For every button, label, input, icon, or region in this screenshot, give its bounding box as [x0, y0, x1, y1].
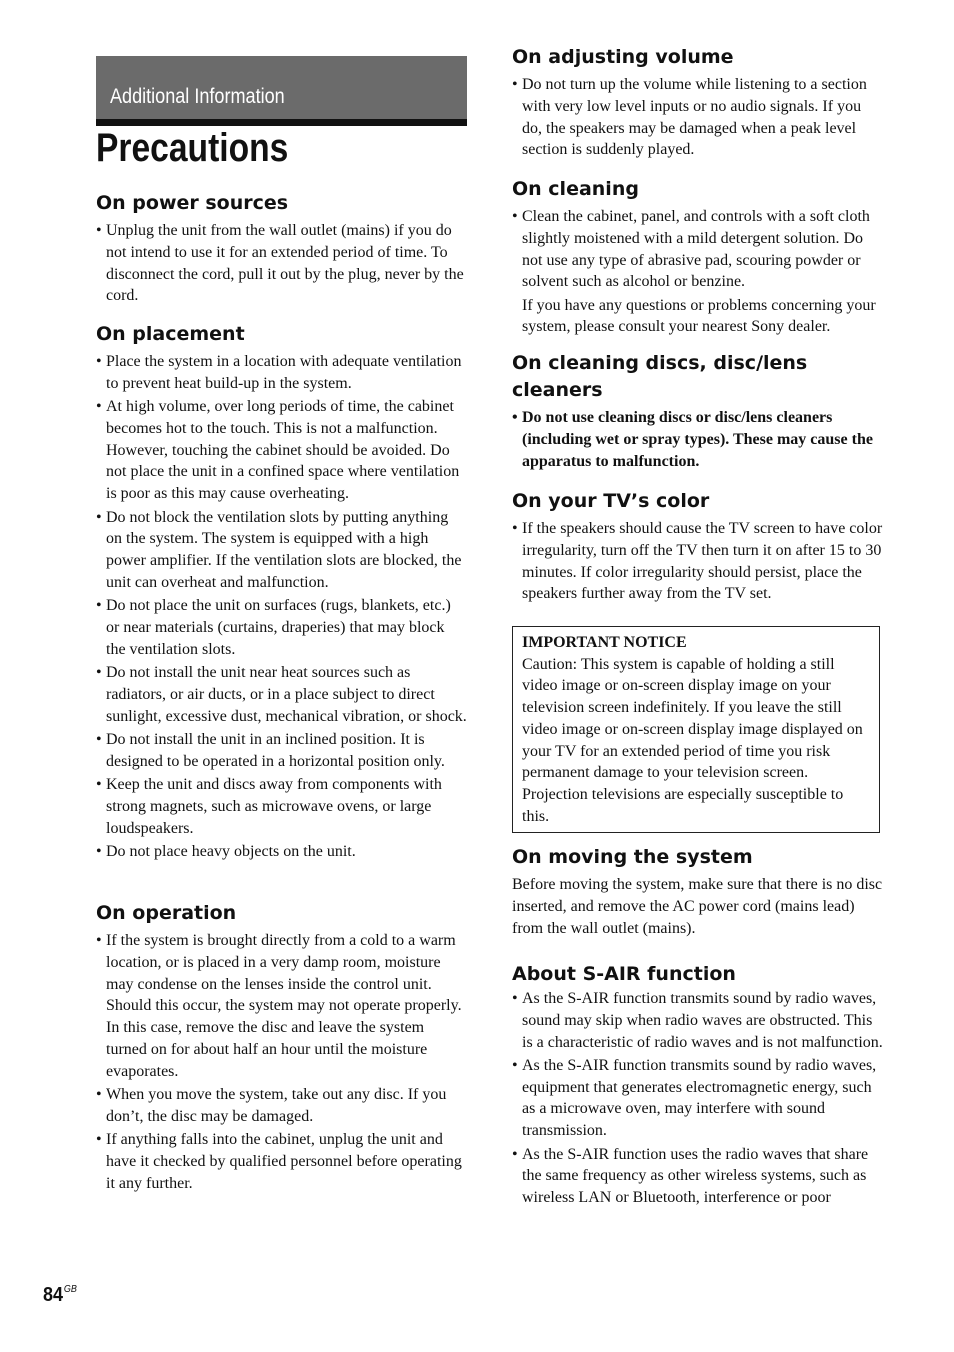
- page-title: Precautions: [96, 126, 289, 170]
- power-sources-section: [96, 190, 468, 309]
- cleaning-heading: On cleaning: [512, 178, 639, 200]
- cleaning-discs-list: [512, 407, 884, 472]
- list-item: • Keep the unit and discs away from components with strong magnets, such as microwave ovens, or large loudspeakers.: [96, 774, 468, 839]
- moving-text: Before moving the system, make sure that there is no disc inserted, and remove the AC power cord (mains lead) from the wall outlet (mains).: [512, 876, 883, 937]
- list-item: • At high volume, over long periods of time, the cabinet becomes hot to the touch. This is not a malfunction. However, touching the cabinet should be avoided. Do not place the unit in a confined space where ventilation is poor as this may cause overheating.: [96, 396, 468, 505]
- cleaning-discs-heading: On cleaning discs, disc/lens cleaners: [512, 352, 808, 401]
- sair-section: [512, 961, 884, 1210]
- list-item: • Do not install the unit near heat sources such as radiators, or air ducts, or in a place subject to direct sunlight, excessive dust, mechanical vibration, or shock.: [96, 662, 468, 727]
- volume-section: [512, 44, 884, 163]
- sair-list: [512, 988, 884, 1209]
- notice-text: Caution: This system is capable of holding a still video image or on-screen display image on your television screen indefinitely. If you leave the still video image or on-screen display image displayed on your TV for an extended period of time you risk permanent damage to your television screen. Projection televisions are especially susceptible to this.: [522, 655, 863, 825]
- page-number-value: 84: [43, 1284, 64, 1306]
- moving-section: [512, 844, 884, 939]
- list-item: • If the system is brought directly from a cold to a warm location, or is placed in a very damp room, moisture may condense on the lenses inside the control unit. Should this occur, the system may not operate properly. In this case, remove the disc and leave the system turned on for about half an hour until the moisture evaporates.: [96, 930, 468, 1083]
- volume-heading: On adjusting volume: [512, 46, 734, 68]
- list-item: • As the S-AIR function transmits sound by radio waves, equipment that generates electromagnetic energy, such as a microwave oven, may interfere with sound transmission.: [512, 1055, 884, 1142]
- page-number: [43, 1284, 77, 1307]
- cleaning-section: [512, 176, 884, 338]
- list-item: • If the speakers should cause the TV screen to have color irregularity, turn off the TV then turn it on after 15 to 30 minutes. If color irregularity should persist, place the speakers further away from the TV set.: [512, 518, 884, 605]
- page-suffix: GB: [63, 1284, 77, 1295]
- list-item: • When you move the system, take out any disc. If you don’t, the disc may be damaged.: [96, 1084, 468, 1128]
- placement-section: [96, 321, 468, 864]
- cleaning-note: If you have any questions or problems concerning your system, please consult your nearest Sony dealer.: [522, 296, 876, 336]
- list-item: • As the S-AIR function uses the radio waves that share the same frequency as other wireless systems, such as wireless LAN or Bluetooth, interference or poor: [512, 1144, 884, 1209]
- tv-color-heading: On your TV’s color: [512, 490, 710, 512]
- moving-heading: On moving the system: [512, 846, 753, 868]
- list-item: • Do not install the unit in an inclined position. It is designed to be operated in a horizontal position only.: [96, 729, 468, 773]
- list-item: • Do not turn up the volume while listening to a section with very low level inputs or no audio signals. If you do, the speakers may be damaged when a peak level section is suddenly played.: [512, 74, 884, 161]
- important-notice-box: [512, 626, 880, 833]
- operation-list: [96, 930, 468, 1195]
- operation-section: [96, 900, 468, 1196]
- list-item: • If anything falls into the cabinet, unplug the unit and have it checked by qualified personnel before operating it any further.: [96, 1129, 468, 1194]
- tv-color-list: [512, 518, 884, 605]
- list-item: • Do not use cleaning discs or disc/lens cleaners (including wet or spray types). These may cause the apparatus to malfunction.: [512, 407, 884, 472]
- placement-heading: On placement: [96, 323, 245, 345]
- power-sources-heading: On power sources: [96, 192, 289, 214]
- notice-title: IMPORTANT NOTICE: [522, 634, 687, 651]
- section-title: Additional Information: [110, 85, 285, 108]
- cleaning-discs-section: [512, 350, 884, 474]
- tv-color-section: [512, 488, 884, 607]
- placement-list: [96, 351, 468, 863]
- list-item: • Do not block the ventilation slots by putting anything on the system. The system is equipped with a high power amplifier. If the ventilation slots are blocked, the unit can overheat and malfunction.: [96, 507, 468, 594]
- list-item: • Do not place heavy objects on the unit.: [96, 841, 468, 863]
- list-item: • Unplug the unit from the wall outlet (mains) if you do not intend to use it for an extended period of time. To disconnect the cord, pull it out by the plug, never by the cord.: [96, 220, 468, 307]
- sair-heading: About S-AIR function: [512, 963, 736, 985]
- list-item: • Do not place the unit on surfaces (rugs, blankets, etc.) or near materials (curtains, draperies) that may block the ventilation slots.: [96, 595, 468, 660]
- operation-heading: On operation: [96, 902, 237, 924]
- list-item: • Place the system in a location with adequate ventilation to prevent heat build-up in the system.: [96, 351, 468, 395]
- list-item: • As the S-AIR function transmits sound by radio waves, sound may skip when radio waves are obstructed. This is a characteristic of radio waves and is not malfunction.: [512, 988, 884, 1053]
- section-header-band: [96, 56, 467, 126]
- list-item: • Clean the cabinet, panel, and controls with a soft cloth slightly moistened with a mild detergent solution. Do not use any type of abrasive pad, scouring powder or solvent such as alcohol or benzine.: [512, 206, 884, 293]
- power-sources-list: [96, 220, 468, 307]
- cleaning-list: [512, 206, 884, 293]
- volume-list: [512, 74, 884, 161]
